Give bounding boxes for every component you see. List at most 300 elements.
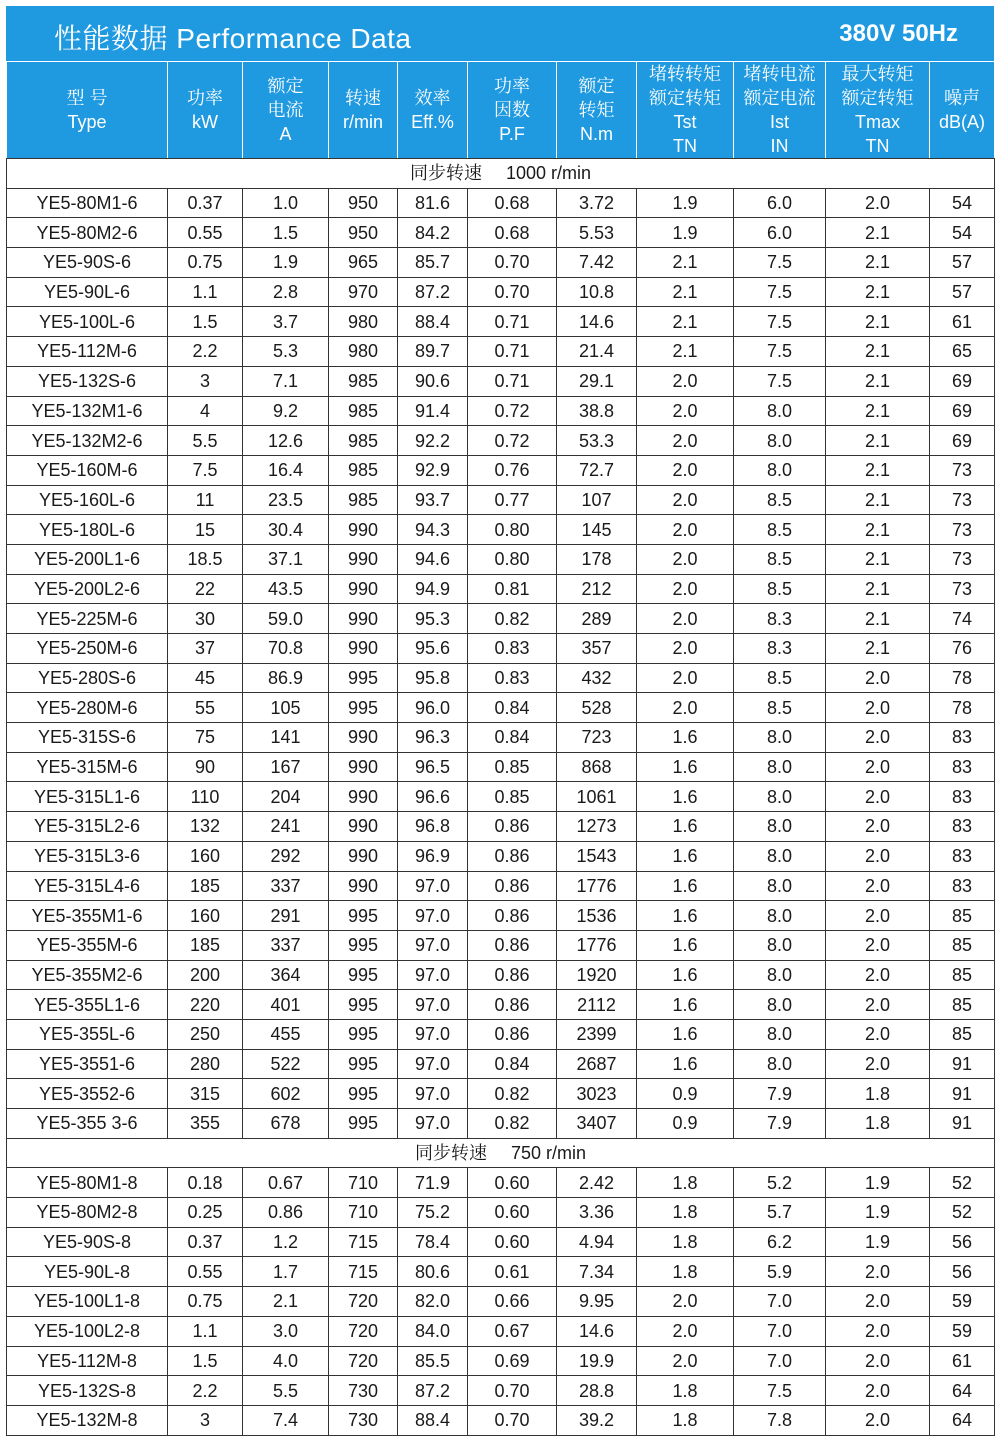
table-cell: 0.60	[468, 1227, 557, 1257]
model-cell: YE5-3552-6	[7, 1079, 168, 1109]
table-cell: 990	[329, 812, 398, 842]
table-cell: 0.68	[468, 218, 557, 248]
table-cell: 141	[243, 723, 329, 753]
table-cell: 995	[329, 990, 398, 1020]
table-cell: 2.1	[826, 485, 930, 515]
model-cell: YE5-250M-6	[7, 634, 168, 664]
table-cell: 96.9	[398, 841, 468, 871]
table-cell: 5.7	[734, 1198, 826, 1228]
table-cell: 970	[329, 277, 398, 307]
table-cell: 2.0	[637, 693, 734, 723]
table-cell: 2.8	[243, 277, 329, 307]
table-cell: 868	[557, 752, 637, 782]
table-cell: 38.8	[557, 396, 637, 426]
table-cell: 39.2	[557, 1405, 637, 1435]
table-cell: 97.0	[398, 1019, 468, 1049]
table-row	[7, 1198, 995, 1228]
table-cell: 2.0	[826, 188, 930, 218]
table-cell: 0.86	[468, 930, 557, 960]
column-header	[826, 62, 930, 159]
table-cell: 2.1	[826, 396, 930, 426]
table-cell: 59.0	[243, 604, 329, 634]
table-cell: 8.0	[734, 960, 826, 990]
table-cell: 74	[930, 604, 995, 634]
model-cell: YE5-200L1-6	[7, 544, 168, 574]
table-cell: 84.2	[398, 218, 468, 248]
table-cell: 0.84	[468, 693, 557, 723]
table-cell: 0.84	[468, 723, 557, 753]
column-header-en: Tmax	[855, 112, 900, 132]
model-cell: YE5-355M1-6	[7, 901, 168, 931]
table-cell: 6.0	[734, 188, 826, 218]
table-cell: 81.6	[398, 188, 468, 218]
table-cell: 96.8	[398, 812, 468, 842]
table-cell: 0.82	[468, 604, 557, 634]
table-cell: 2.0	[826, 901, 930, 931]
table-cell: 145	[557, 515, 637, 545]
table-cell: 8.5	[734, 544, 826, 574]
table-row	[7, 752, 995, 782]
column-header-zh: 噪声	[944, 88, 980, 108]
table-cell: 6.2	[734, 1227, 826, 1257]
table-cell: 8.0	[734, 782, 826, 812]
table-row	[7, 812, 995, 842]
table-cell: 7.9	[734, 1109, 826, 1139]
model-cell: YE5-355L1-6	[7, 990, 168, 1020]
table-cell: 96.6	[398, 782, 468, 812]
table-cell: 2.0	[637, 544, 734, 574]
table-cell: 1.9	[826, 1227, 930, 1257]
column-header	[930, 62, 995, 159]
table-cell: 990	[329, 544, 398, 574]
table-cell: 93.7	[398, 485, 468, 515]
column-header-en: Tst	[673, 112, 697, 132]
column-header-en: N.m	[580, 124, 613, 144]
table-cell: 8.0	[734, 841, 826, 871]
table-cell: 92.2	[398, 426, 468, 456]
table-cell: 2.1	[826, 366, 930, 396]
table-cell: 720	[329, 1346, 398, 1376]
table-cell: 0.86	[468, 901, 557, 931]
table-cell: 0.69	[468, 1346, 557, 1376]
table-cell: 55	[168, 693, 243, 723]
table-cell: 2.1	[826, 515, 930, 545]
table-cell: 95.6	[398, 634, 468, 664]
model-cell: YE5-100L1-8	[7, 1287, 168, 1317]
section-label: 同步转速	[414, 1143, 487, 1164]
model-cell: YE5-160L-6	[7, 485, 168, 515]
column-header-zh: 功率	[494, 76, 530, 96]
table-cell: 0.72	[468, 426, 557, 456]
table-cell: 87.2	[398, 1376, 468, 1406]
table-cell: 0.60	[468, 1168, 557, 1198]
table-cell: 7.5	[734, 277, 826, 307]
table-cell: 2.0	[826, 723, 930, 753]
table-cell: 8.0	[734, 752, 826, 782]
table-row	[7, 782, 995, 812]
table-row	[7, 307, 995, 337]
section-speed: 750 r/min	[510, 1143, 587, 1164]
table-cell: 950	[329, 188, 398, 218]
model-cell: YE5-132S-6	[7, 366, 168, 396]
table-cell: 985	[329, 396, 398, 426]
table-cell: 2.1	[826, 574, 930, 604]
table-cell: 602	[243, 1079, 329, 1109]
table-cell: 85.5	[398, 1346, 468, 1376]
section-label: 同步转速	[409, 163, 482, 184]
table-cell: 178	[557, 544, 637, 574]
table-row	[7, 1316, 995, 1346]
table-row	[7, 1376, 995, 1406]
table-cell: 1.1	[168, 277, 243, 307]
table-cell: 528	[557, 693, 637, 723]
table-cell: 2.0	[637, 1316, 734, 1346]
table-cell: 1.8	[637, 1227, 734, 1257]
table-cell: 1.6	[637, 723, 734, 753]
table-cell: 7.34	[557, 1257, 637, 1287]
table-cell: 91	[930, 1049, 995, 1079]
table-cell: 107	[557, 485, 637, 515]
table-cell: 357	[557, 634, 637, 664]
table-cell: 985	[329, 366, 398, 396]
table-cell: 1536	[557, 901, 637, 931]
table-cell: 2.0	[826, 871, 930, 901]
table-cell: 720	[329, 1316, 398, 1346]
table-cell: 97.0	[398, 1109, 468, 1139]
table-cell: 52	[930, 1168, 995, 1198]
table-cell: 715	[329, 1227, 398, 1257]
table-cell: 2.0	[637, 396, 734, 426]
model-cell: YE5-200L2-6	[7, 574, 168, 604]
table-cell: 73	[930, 544, 995, 574]
table-cell: 84.0	[398, 1316, 468, 1346]
model-cell: YE5-315S-6	[7, 723, 168, 753]
table-cell: 990	[329, 574, 398, 604]
table-cell: 250	[168, 1019, 243, 1049]
table-cell: 7.42	[557, 248, 637, 278]
table-cell: 2.0	[637, 663, 734, 693]
table-row	[7, 1079, 995, 1109]
table-cell: 73	[930, 574, 995, 604]
table-cell: 64	[930, 1405, 995, 1435]
table-row	[7, 455, 995, 485]
column-header-zh: 额定	[578, 76, 615, 96]
table-cell: 0.67	[468, 1316, 557, 1346]
table-cell: 2112	[557, 990, 637, 1020]
table-cell: 220	[168, 990, 243, 1020]
table-cell: 1061	[557, 782, 637, 812]
column-header-zh: 最大转矩	[841, 64, 914, 84]
table-cell: 75	[168, 723, 243, 753]
table-row	[7, 218, 995, 248]
model-cell: YE5-160M-6	[7, 455, 168, 485]
model-cell: YE5-80M1-6	[7, 188, 168, 218]
table-cell: 2.0	[637, 366, 734, 396]
table-cell: 97.0	[398, 990, 468, 1020]
table-cell: 2.0	[637, 426, 734, 456]
table-cell: 75.2	[398, 1198, 468, 1228]
table-cell: 950	[329, 218, 398, 248]
table-row	[7, 1019, 995, 1049]
table-cell: 76	[930, 634, 995, 664]
model-cell: YE5-355M2-6	[7, 960, 168, 990]
table-cell: 0.75	[168, 1287, 243, 1317]
model-cell: YE5-132M-8	[7, 1405, 168, 1435]
table-cell: 2.1	[826, 426, 930, 456]
table-cell: 990	[329, 723, 398, 753]
column-header-zh: 额定转矩	[649, 88, 721, 108]
column-header-zh: 额定	[267, 76, 304, 96]
column-header-zh: 额定转矩	[841, 88, 914, 108]
table-cell: 289	[557, 604, 637, 634]
table-cell: 97.0	[398, 1079, 468, 1109]
table-cell: 2.0	[826, 1405, 930, 1435]
table-cell: 2.0	[637, 634, 734, 664]
table-cell: 0.71	[468, 366, 557, 396]
table-cell: 18.5	[168, 544, 243, 574]
table-row	[7, 188, 995, 218]
table-row	[7, 1287, 995, 1317]
table-cell: 5.3	[243, 337, 329, 367]
table-cell: 2.1	[826, 248, 930, 278]
table-cell: 3	[168, 366, 243, 396]
table-cell: 97.0	[398, 960, 468, 990]
table-cell: 83	[930, 782, 995, 812]
column-header-en: Ist	[769, 112, 789, 132]
model-cell: YE5-90L-6	[7, 277, 168, 307]
table-cell: 7.1	[243, 366, 329, 396]
table-cell: 185	[168, 930, 243, 960]
table-cell: 94.6	[398, 544, 468, 574]
table-cell: 8.3	[734, 634, 826, 664]
table-cell: 7.5	[734, 1376, 826, 1406]
table-cell: 1273	[557, 812, 637, 842]
table-cell: 0.86	[468, 990, 557, 1020]
table-cell: 7.5	[734, 307, 826, 337]
table-cell: 2.0	[826, 1049, 930, 1079]
column-header-en: TN	[865, 136, 890, 156]
table-cell: 212	[557, 574, 637, 604]
table-cell: 2.1	[637, 307, 734, 337]
table-cell: 2.1	[826, 337, 930, 367]
table-cell: 730	[329, 1376, 398, 1406]
column-header-en: kW	[192, 112, 218, 132]
table-cell: 69	[930, 396, 995, 426]
table-cell: 990	[329, 752, 398, 782]
table-cell: 8.0	[734, 930, 826, 960]
table-cell: 4	[168, 396, 243, 426]
table-cell: 8.3	[734, 604, 826, 634]
table-cell: 83	[930, 723, 995, 753]
table-cell: 8.5	[734, 485, 826, 515]
table-cell: 28.8	[557, 1376, 637, 1406]
table-cell: 7.0	[734, 1346, 826, 1376]
table-cell: 78	[930, 663, 995, 693]
table-cell: 0.60	[468, 1198, 557, 1228]
table-cell: 73	[930, 455, 995, 485]
table-cell: 2.0	[826, 1346, 930, 1376]
table-cell: 723	[557, 723, 637, 753]
table-cell: 3.7	[243, 307, 329, 337]
table-cell: 337	[243, 930, 329, 960]
table-cell: 2.1	[826, 604, 930, 634]
table-cell: 2.0	[826, 1019, 930, 1049]
table-cell: 2.0	[826, 990, 930, 1020]
table-cell: 1.9	[637, 218, 734, 248]
table-cell: 995	[329, 693, 398, 723]
table-cell: 91	[930, 1109, 995, 1139]
table-cell: 85.7	[398, 248, 468, 278]
table-cell: 0.18	[168, 1168, 243, 1198]
table-cell: 56	[930, 1227, 995, 1257]
table-cell: 1.6	[637, 990, 734, 1020]
table-cell: 0.37	[168, 188, 243, 218]
table-row	[7, 396, 995, 426]
table-row	[7, 901, 995, 931]
page-title: 性能数据 Performance Data	[54, 23, 412, 54]
table-cell: 0.86	[468, 871, 557, 901]
table-row	[7, 634, 995, 664]
table-cell: 8.0	[734, 1019, 826, 1049]
table-cell: 10.8	[557, 277, 637, 307]
column-header-en: dB(A)	[938, 112, 985, 132]
table-row	[7, 1049, 995, 1079]
table-cell: 204	[243, 782, 329, 812]
table-cell: 2.0	[637, 1287, 734, 1317]
table-cell: 59	[930, 1287, 995, 1317]
table-cell: 1.8	[637, 1405, 734, 1435]
table-cell: 7.8	[734, 1405, 826, 1435]
table-cell: 980	[329, 307, 398, 337]
table-cell: 1.6	[637, 871, 734, 901]
table-cell: 1.8	[637, 1257, 734, 1287]
table-cell: 280	[168, 1049, 243, 1079]
column-header-en: P.F	[499, 124, 525, 144]
table-cell: 8.5	[734, 693, 826, 723]
table-cell: 2.0	[826, 663, 930, 693]
table-cell: 110	[168, 782, 243, 812]
table-cell: 7.5	[734, 366, 826, 396]
table-cell: 30	[168, 604, 243, 634]
model-cell: YE5-90L-8	[7, 1257, 168, 1287]
table-cell: 7.9	[734, 1079, 826, 1109]
table-cell: 1.1	[168, 1316, 243, 1346]
table-cell: 78.4	[398, 1227, 468, 1257]
table-cell: 2.0	[826, 1376, 930, 1406]
table-cell: 1.8	[826, 1079, 930, 1109]
table-cell: 65	[930, 337, 995, 367]
column-header	[243, 62, 329, 159]
table-cell: 0.37	[168, 1227, 243, 1257]
table-cell: 80.6	[398, 1257, 468, 1287]
table-row	[7, 248, 995, 278]
table-cell: 2.0	[826, 1316, 930, 1346]
table-header-row	[7, 62, 995, 159]
table-cell: 0.71	[468, 307, 557, 337]
table-cell: 5.9	[734, 1257, 826, 1287]
table-cell: 7.0	[734, 1287, 826, 1317]
column-header-en: IN	[770, 136, 789, 156]
column-header	[734, 62, 826, 159]
table-cell: 241	[243, 812, 329, 842]
table-cell: 1.6	[637, 812, 734, 842]
table-cell: 61	[930, 1346, 995, 1376]
section-header-row	[7, 1138, 995, 1168]
model-cell: YE5-90S-8	[7, 1227, 168, 1257]
table-cell: 2.0	[826, 752, 930, 782]
column-header-en: TN	[673, 136, 697, 156]
table-cell: 2.1	[637, 337, 734, 367]
table-cell: 2.1	[637, 277, 734, 307]
table-cell: 0.86	[468, 841, 557, 871]
table-cell: 16.4	[243, 455, 329, 485]
table-cell: 11	[168, 485, 243, 515]
table-cell: 6.0	[734, 218, 826, 248]
table-cell: 72.7	[557, 455, 637, 485]
table-cell: 0.82	[468, 1109, 557, 1139]
table-cell: 8.5	[734, 515, 826, 545]
table-cell: 59	[930, 1316, 995, 1346]
table-cell: 3023	[557, 1079, 637, 1109]
model-cell: YE5-315L3-6	[7, 841, 168, 871]
table-cell: 2.1	[826, 277, 930, 307]
table-cell: 1.5	[168, 307, 243, 337]
table-cell: 1920	[557, 960, 637, 990]
table-cell: 0.84	[468, 1049, 557, 1079]
table-row	[7, 871, 995, 901]
column-header-zh: 功率	[187, 88, 223, 108]
table-cell: 45	[168, 663, 243, 693]
column-header-zh: 转矩	[578, 100, 615, 120]
table-cell: 92.9	[398, 455, 468, 485]
table-cell: 2.1	[826, 218, 930, 248]
column-header	[637, 62, 734, 159]
table-cell: 1.9	[637, 188, 734, 218]
table-cell: 985	[329, 426, 398, 456]
column-header-zh: 额定电流	[743, 88, 816, 108]
table-row	[7, 841, 995, 871]
table-cell: 4.0	[243, 1346, 329, 1376]
table-cell: 96.0	[398, 693, 468, 723]
table-cell: 1.6	[637, 841, 734, 871]
table-cell: 0.9	[637, 1079, 734, 1109]
table-cell: 2.0	[637, 1346, 734, 1376]
table-row	[7, 515, 995, 545]
table-cell: 990	[329, 604, 398, 634]
table-row	[7, 1168, 995, 1198]
table-cell: 9.95	[557, 1287, 637, 1317]
table-cell: 1776	[557, 930, 637, 960]
table-row	[7, 337, 995, 367]
table-cell: 401	[243, 990, 329, 1020]
table-cell: 8.0	[734, 455, 826, 485]
table-cell: 23.5	[243, 485, 329, 515]
table-cell: 2.1	[826, 307, 930, 337]
table-cell: 52	[930, 1198, 995, 1228]
table-cell: 1.8	[637, 1376, 734, 1406]
table-cell: 0.70	[468, 1376, 557, 1406]
table-cell: 0.61	[468, 1257, 557, 1287]
column-header-en: Eff.%	[411, 112, 454, 132]
model-cell: YE5-80M2-6	[7, 218, 168, 248]
model-cell: YE5-100L-6	[7, 307, 168, 337]
table-row	[7, 960, 995, 990]
model-cell: YE5-315L1-6	[7, 782, 168, 812]
table-row	[7, 604, 995, 634]
table-cell: 167	[243, 752, 329, 782]
table-cell: 1.8	[637, 1198, 734, 1228]
table-cell: 0.71	[468, 337, 557, 367]
